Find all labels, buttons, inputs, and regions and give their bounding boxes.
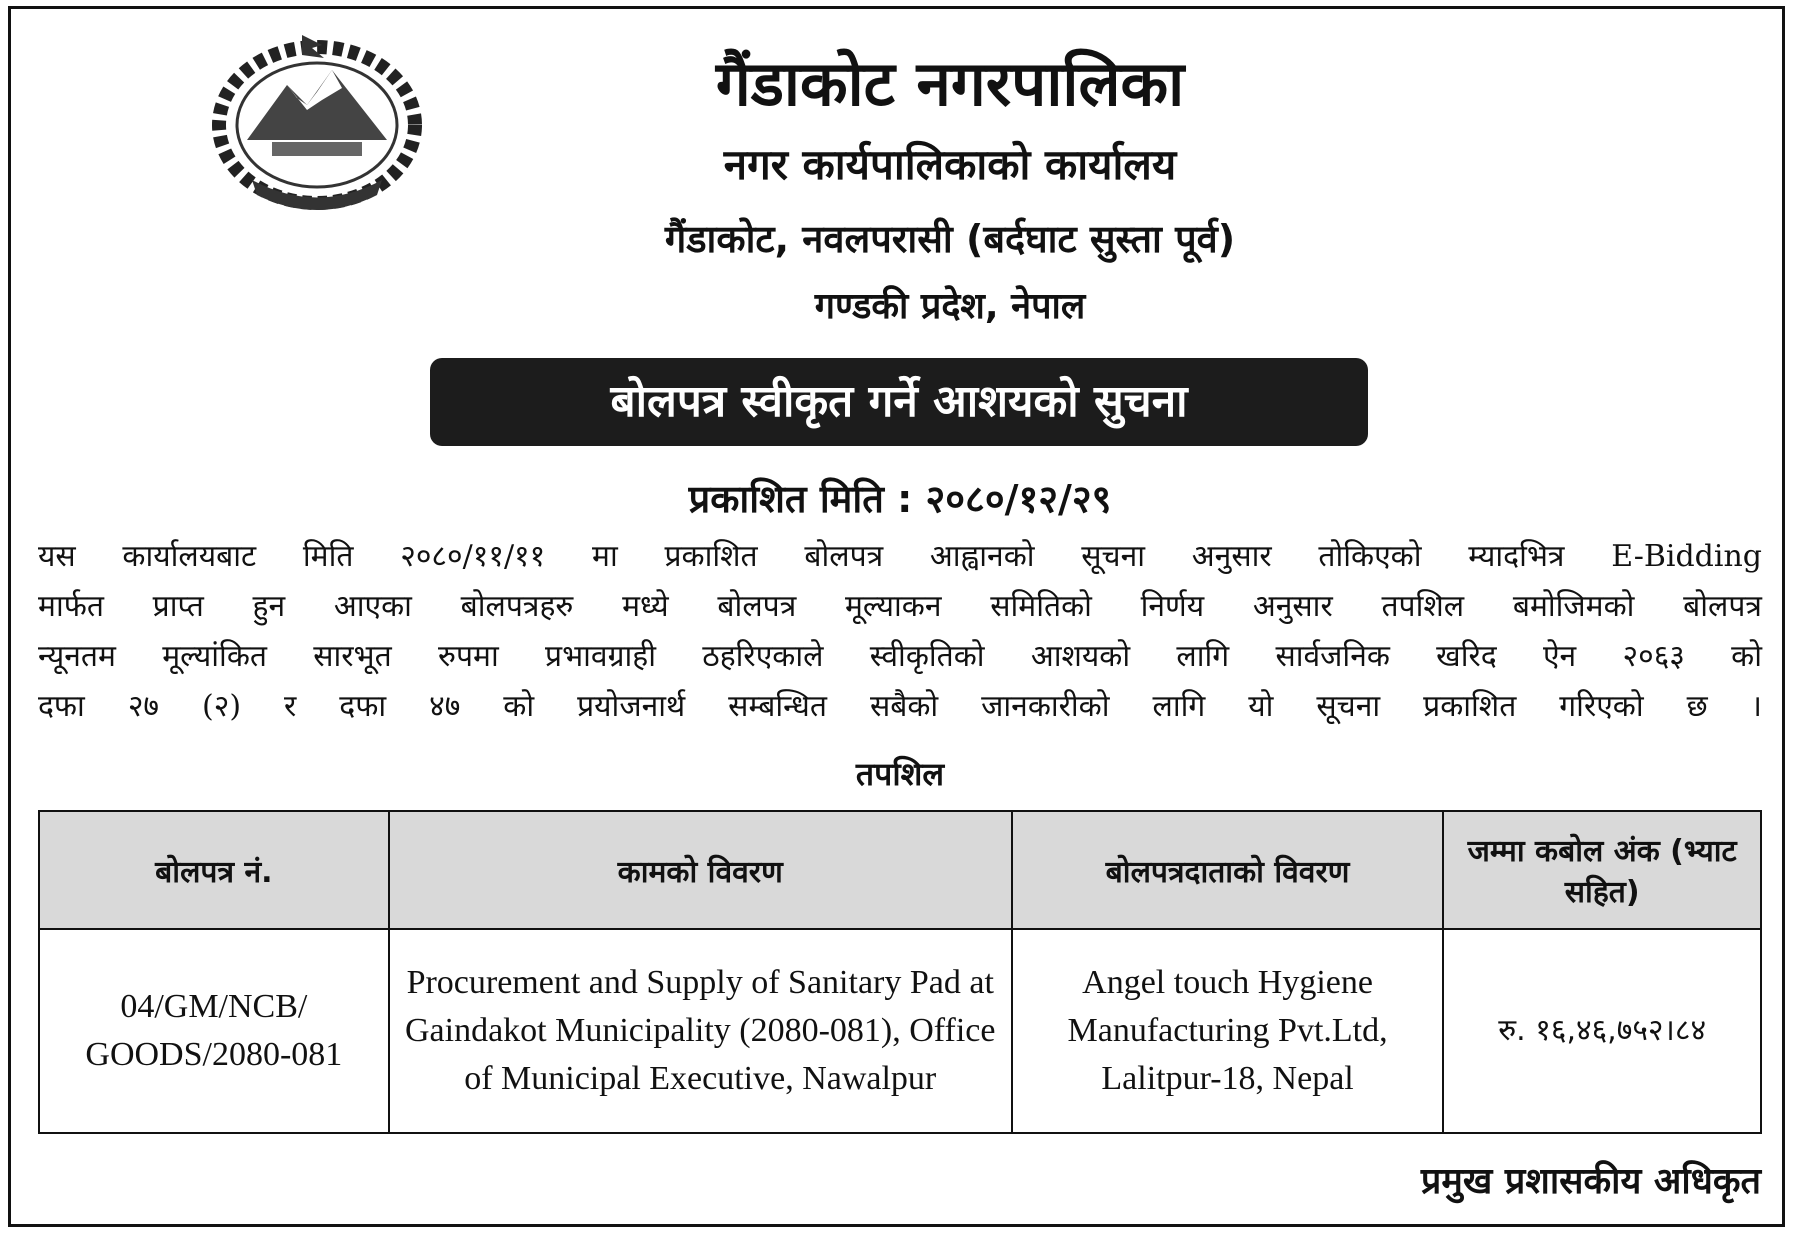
col-header-bidder-details: बोलपत्रदाताको विवरण: [1012, 811, 1444, 929]
col-header-bid-no: बोलपत्र नं.: [39, 811, 389, 929]
office-address: गैंडाकोट, नवलपरासी (बर्दघाट सुस्ता पूर्व): [664, 217, 1236, 261]
nepal-emblem-icon: [212, 30, 422, 210]
notice-title: बोलपत्र स्वीकृत गर्ने आशयको सुचना: [430, 358, 1368, 446]
col-header-total-amount: जम्मा कबोल अंक (भ्याट सहित): [1443, 811, 1761, 929]
body-line: मार्फत प्राप्त हुन आएका बोलपत्रहरु मध्ये बोलपत्र मूल्याकन समितिको निर्णय अनुसार तपशिल बमोजिमको बोलपत्र: [38, 589, 1762, 624]
province: गण्डकी प्रदेश, नेपाल: [814, 286, 1086, 327]
org-name: गैंडाकोट नगरपालिका: [715, 47, 1185, 120]
table-header-row: [39, 811, 1761, 929]
signer-title: प्रमुख प्रशासकीय अधिकृत: [1420, 1161, 1761, 1202]
cell-work-description: Procurement and Supply of Sanitary Pad at Gaindakot Municipality (2080-081), Office of Municipal Executive, Nawalpur: [389, 929, 1012, 1133]
published-date: प्रकाशित मिति : २०८०/१२/२९: [688, 477, 1112, 521]
table-row: [39, 929, 1761, 1133]
office-name: नगर कार्यपालिकाको कार्यालय: [723, 140, 1177, 189]
cell-bidder-details: Angel touch Hygiene Manufacturing Pvt.Ltd, Lalitpur-18, Nepal: [1012, 929, 1444, 1133]
bid-table: [38, 810, 1762, 1134]
cell-total-amount: रु. १६,४६,७५२।८४: [1443, 929, 1761, 1133]
notice-body: [38, 532, 1762, 732]
col-header-work-description: कामको विवरण: [389, 811, 1012, 929]
body-line: दफा २७ (२) र दफा ४७ को प्रयोजनार्थ सम्बन्धित सबैको जानकारीको लागि यो सूचना प्रकाशित गरिएको छ ।: [38, 689, 1762, 724]
schedule-heading: तपशिल: [855, 755, 945, 793]
body-line: न्यूनतम मूल्यांकित सारभूत रुपमा प्रभावग्राही ठहरिएकाले स्वीकृतिको आशयको लागि सार्वजनिक खरिद ऐन २०६३ को: [38, 639, 1762, 674]
body-line: यस कार्यालयबाट मिति २०८०/११/११ मा प्रकाशित बोलपत्र आह्वानको सूचना अनुसार तोकिएको म्यादभित्र E-Bidding: [38, 539, 1762, 574]
cell-bid-no: 04/GM/NCB/ GOODS/2080-081: [39, 929, 389, 1133]
